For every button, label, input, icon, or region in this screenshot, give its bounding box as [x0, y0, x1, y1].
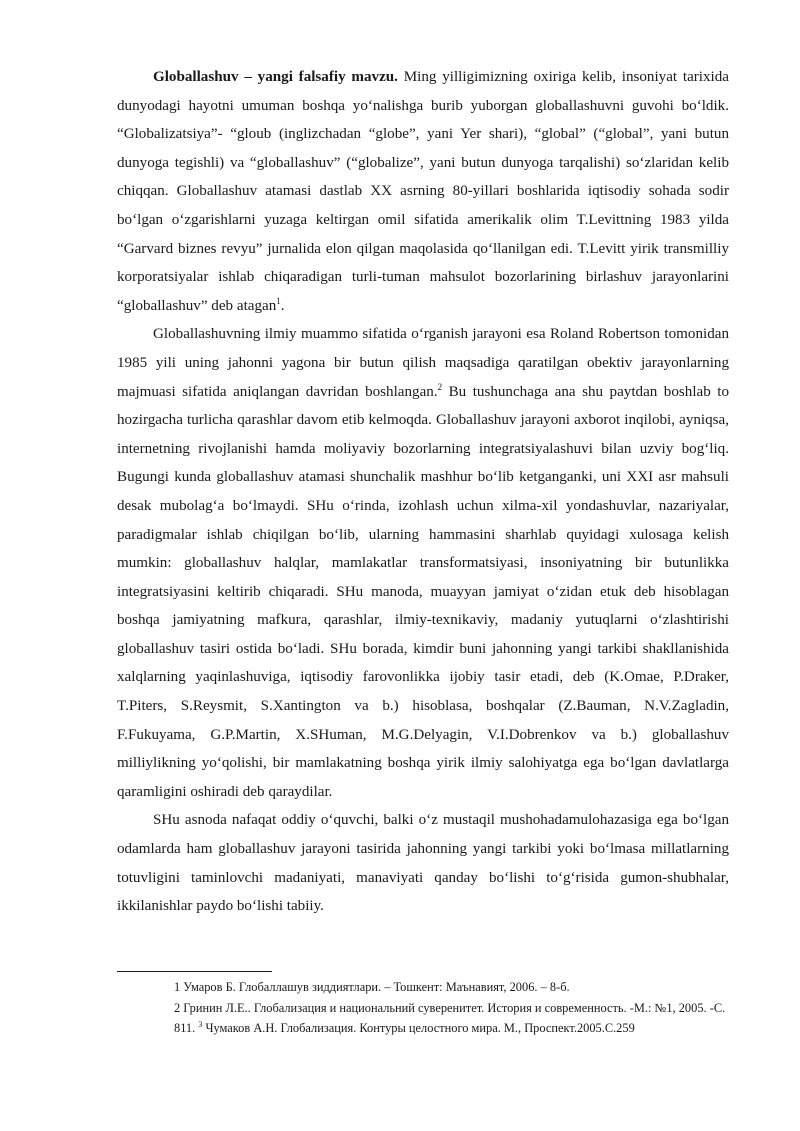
paragraph-1-text: Ming yilligimizning oxiriga kelib, insoniyat tarixida dunyodagi hayotni umuman boshqa yo‘nalishga burib yuborgan globallashuvni guvohi bo‘ldik. “Globalizatsiya”- “gloub (inglizchadan “globe”, yani Yer shari), “global” (“global”, yani butun dunyoga tegishli) va “globallashuv” (“globalize”, yani butun dunyoga tarqalishi) so‘zlaridan kelib chiqqan. Globallashuv atamasi dastlab XX asrning 80-yillari boshlarida iqtisodiy sohada sodir bo‘lgan o‘zgarishlarni yuzaga keltirgan omil sifatida amerikalik olim T.Levittning 1983 yilda “Garvard biznes revyu” jurnalida elon qilgan maqolasida qo‘llanilgan edi. T.Levitt yirik transmilliy korporatsiyalar ishlab chiqaradigan turli-tuman mahsulot bozorlarining birlashuv jarayonlarini “globallashuv” deb atagan — [117, 69, 729, 314]
footnotes — [174, 977, 729, 1039]
paragraph-2-text-a: Globallashuvning ilmiy muammo sifatida o‘rganish jarayoni esa Roland Robertson tomonidan 1985 yili uning jahonni yagona bir butun qilish maqsadiga qaratilgan obektiv jarayonlarning majmuasi sifatida aniqlangan davridan boshlangan. — [117, 326, 729, 400]
document-body — [117, 63, 729, 921]
footnote-ref-2[interactable]: 2 — [437, 381, 443, 392]
footnote-2: 2 Гринин Л.Е.. Глобализация и национальний суверенитет. История и современность. -М.: №1, 2005. -С. 811. — [174, 1000, 726, 1035]
paragraph-1-tail: . — [280, 297, 285, 314]
paragraph-2-text-b: Bu tushunchaga ana shu paytdan boshlab to hozirgacha turlicha qarashlar davom etib kelmoqda. Globallashuv jarayoni axborot inqilobi, ayniqsa, internetning rivojlanishi hamda moliyaviy bozorlarning integratsiyalashuvi bilan uzviy bog‘liq. Bugungi kunda globallashuv atamasi shunchalik mashhur bo‘lib ketganganki, uni XXI asr mahsuli desak mubolag‘a bo‘lmaydi. SHu o‘rinda, izohlash uchun xilma-xil yondashuvlar, nazariyalar, paradigmalar ishlab chiqilgan bo‘lib, ularning hammasini sharhlab quyidagi xulosaga kelish mumkin: globallashuv halqlar, mamlakatlar transformatsiyasi, insoniyatning bir butunlikka integratsiyasini keltirib chiqaradi. SHu manoda, muayyan jamiyat o‘zidan etuk deb hisoblagan boshqa jamiyatning mafkura, qarashlar, ilmiy-texnikaviy, madaniy yutuqlarni o‘zlashtirishi globallashuv tasiri ostida bo‘ladi. SHu borada, kimdir buni jahonning yangi tarkibi shakllanishida xalqlarning yaqinlashuviga, iqtisodiy farovonlikka ijobiy tasir etadi, deb (K.Omae, P.Draker, T.Piters, S.Reysmit, S.Xantington va b.) hisoblasa, boshqalar (Z.Bauman, N.V.Zagladin, F.Fukuyama, G.P.Martin, X.SHuman, M.G.Delyagin, V.I.Dobrenkov va b.) globallashuv milliylikning yo‘qolishi, bir mamlakatning boshqa yirik ilmiy salohiyatga ega bo‘lgan davlatlarga qaramligini oshiradi deb qaraydilar. — [117, 383, 729, 800]
section-heading: Globallashuv – yangi falsafiy mavzu. — [153, 69, 398, 85]
footnote-3: Чумаков А.Н. Глобализация. Контуры целостного мира. М., Проспект.2005.С.259 — [202, 1021, 635, 1035]
footnote-3-ref: 3 — [198, 1019, 203, 1029]
paragraph-3-text: SHu asnoda nafaqat oddiy o‘quvchi, balki o‘z mustaqil mushohadamulohazasiga ega bo‘lgan odamlarda ham globallashuv jarayoni tasirida jahonning yangi tarkibi yoki bo‘lmasa millatlarning totuvligini taminlovchi madaniyati, manaviyati qanday bo‘lishi to‘g‘risida gumon-shubhalar, ikkilanishlar paydo bo‘lishi tabiiy. — [117, 812, 729, 915]
footnote-ref-1[interactable]: 1 — [276, 295, 281, 306]
paragraph-1 — [117, 63, 729, 320]
footnote-separator — [117, 971, 272, 972]
paragraph-3 — [117, 806, 729, 920]
paragraph-2 — [117, 320, 729, 806]
footnote-1: 1 Умаров Б. Глобаллашув зиддиятлари. – Тошкент: Маънавият, 2006. – 8-б. — [174, 980, 570, 994]
footnote-2-3 — [174, 998, 729, 1039]
